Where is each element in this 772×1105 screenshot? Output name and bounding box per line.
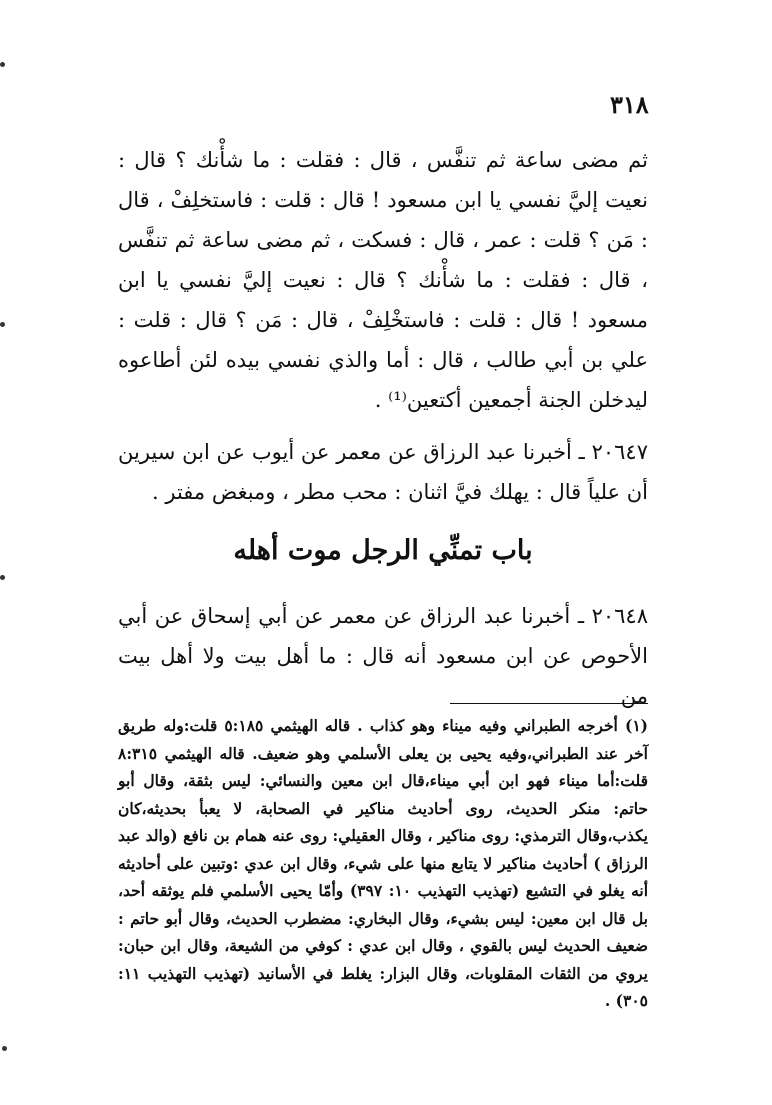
margin-mark	[0, 575, 5, 580]
margin-mark	[0, 62, 5, 67]
footnotes-block	[118, 712, 648, 1015]
paragraph-continuation: ثم مضى ساعة ثم تنفَّس ، قال : فقلت : ما شأْنك ؟ قال : نعيت إليَّ نفسي يا ابن مسعود ! قال : قلت : فاستخلِفْ ، قال : مَن ؟ قلت : عمر ، قال : فسكت ، ثم مضى ساعة ثم تنفَّس ، قال : فقلت : ما شأْنك ؟ قال : نعيت إليَّ نفسي يا ابن مسعود ! قال : قلت : فاستخْلِفْ ، قال : مَن ؟ قال : قلت : علي بن أبي طالب ، قال : أما والذي نفسي بيده لئن أطاعوه ليدخلن الجنة أجمعين أكتعين⁽¹⁾ .	[118, 148, 648, 412]
margin-mark	[0, 322, 5, 327]
paragraph-hadith-20648: ٢٠٦٤٨ ـ أخبرنا عبد الرزاق عن معمر عن أبي إسحاق عن أبي الأحوص عن ابن مسعود أنه قال : ما أهل بيت ولا أهل بيت من	[118, 604, 648, 708]
footnote-divider	[450, 703, 648, 704]
section-text-block	[118, 596, 648, 716]
chapter-heading: باب تمنِّي الرجل موت أهله	[233, 535, 533, 566]
footnote-1: (١) أخرجه الطبراني وفيه ميناء وهو كذاب . قاله الهيثمي ٥:١٨٥ قلت:وله طريق آخر عند الطبراني،وفيه يحيى بن يعلى الأسلمي وهو ضعيف. قاله الهيثمي ٨:٣١٥ قلت:أما ميناء فهو ابن أبي ميناء،قال ابن معين والنسائي: ليس بثقة، وقال أبو حاتم: منكر الحديث، روى أحاديث مناكير في الصحابة، لا يعبأ بحديثه،كان يكذب،وقال الترمذي: روى مناكير ، وقال العقيلي: روى عنه همام بن نافع (والد عبد الرزاق ) أحاديث مناكير لا يتابع منها على شيء، وقال ابن عدي :وتبين على أحاديثه أنه يغلو في التشيع (تهذيب التهذيب ١٠: ٣٩٧) وأمّا يحيى الأسلمي فلم يوثقه أحد، بل قال ابن معين: ليس بشيء، وقال البخاري: مضطرب الحديث، وقال أبو حاتم : ضعيف الحديث ليس بالقوي ، وقال ابن عدي : كوفي من الشيعة، وقال ابن حبان: يروي من الثقات المقلوبات، وقال البزار: يغلط في الأسانيد (تهذيب التهذيب ١١: ٣٠٥) .	[118, 716, 649, 1010]
page-number: ٣١٨	[610, 90, 649, 119]
main-text-block	[118, 140, 648, 512]
margin-mark	[2, 1046, 7, 1051]
paragraph-hadith-20647: ٢٠٦٤٧ ـ أخبرنا عبد الرزاق عن معمر عن أيوب عن ابن سيرين أن علياً قال : يهلك فيَّ اثنان : محب مطر ، ومبغض مفتر .	[118, 440, 648, 504]
